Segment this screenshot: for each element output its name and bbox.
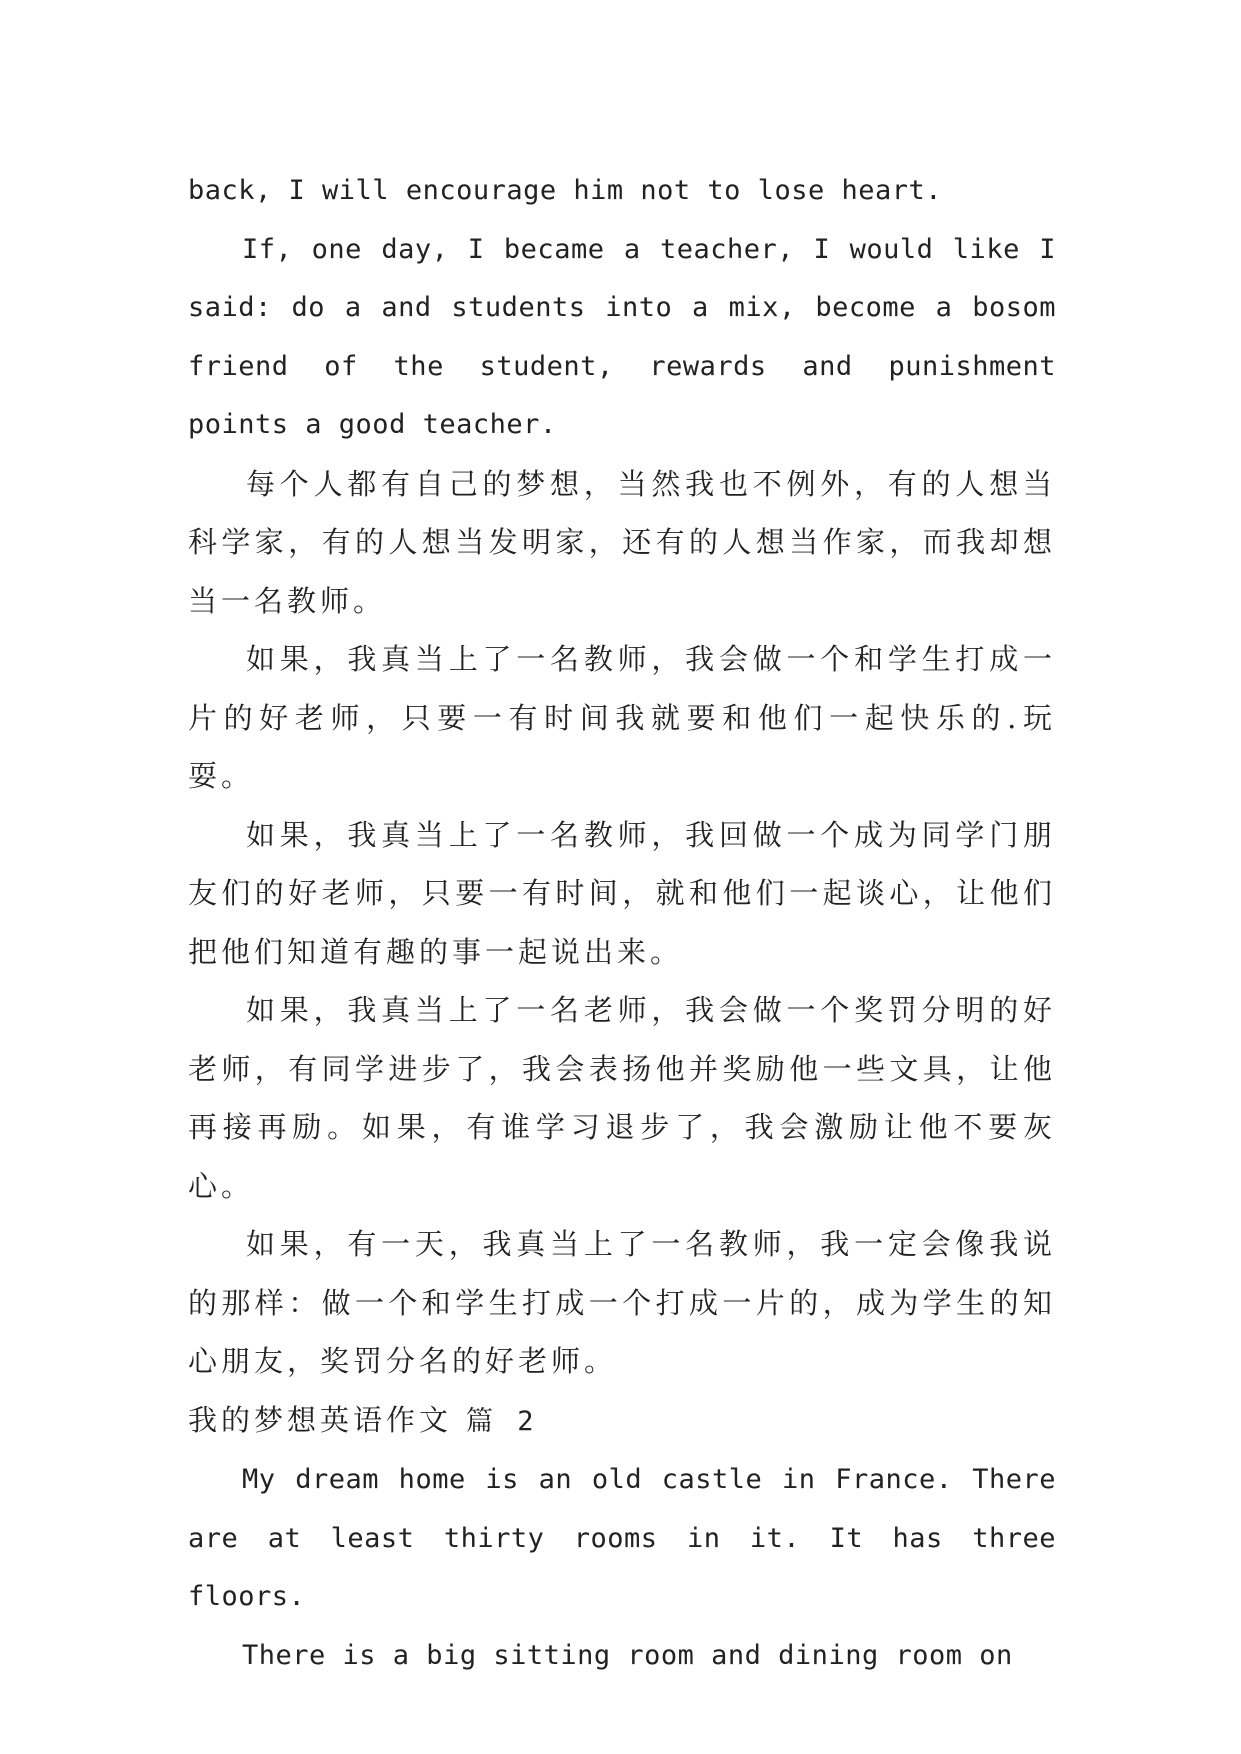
- section-heading-number: 篇 2: [466, 1405, 538, 1437]
- paragraph: My dream home is an old castle in France. There are at least thirty rooms in it. It has three floors.: [188, 1464, 1056, 1612]
- paragraph: 如果，我真当上了一名教师，我会做一个和学生打成一片的好老师，只要一有时间我就要和他们一起快乐的.玩耍。: [188, 642, 1056, 793]
- paragraph: 如果，有一天，我真当上了一名教师，我一定会像我说的那样：做一个和学生打成一个打成一片的，成为学生的知心朋友，奖罚分名的好老师。: [188, 1227, 1056, 1378]
- section-heading: [188, 1391, 1056, 1452]
- paragraph: 每个人都有自己的梦想，当然我也不例外，有的人想当科学家，有的人想当发明家，还有的人想当作家，而我却想当一名教师。: [188, 466, 1056, 618]
- paragraph: If, one day, I became a teacher, I would like I said: do a and students into a mix, become a bosom friend of the student, rewards and punishment points a good teacher.: [188, 233, 1056, 440]
- paragraph: There is a big sitting room and dining room on: [242, 1639, 1013, 1671]
- paragraph: 如果，我真当上了一名老师，我会做一个奖罚分明的好老师，有同学进步了，我会表扬他并奖励他一些文具，让他再接再励。如果，有谁学习退步了，我会激励让他不要灰心。: [188, 993, 1056, 1203]
- section-heading-title: 我的梦想英语作文: [188, 1402, 453, 1437]
- paragraph: back, I will encourage him not to lose heart.: [188, 175, 942, 206]
- document-body: [188, 162, 1056, 1685]
- paragraph: 如果，我真当上了一名教师，我回做一个成为同学门朋友们的好老师，只要一有时间，就和他们一起谈心，让他们把他们知道有趣的事一起说出来。: [188, 817, 1056, 969]
